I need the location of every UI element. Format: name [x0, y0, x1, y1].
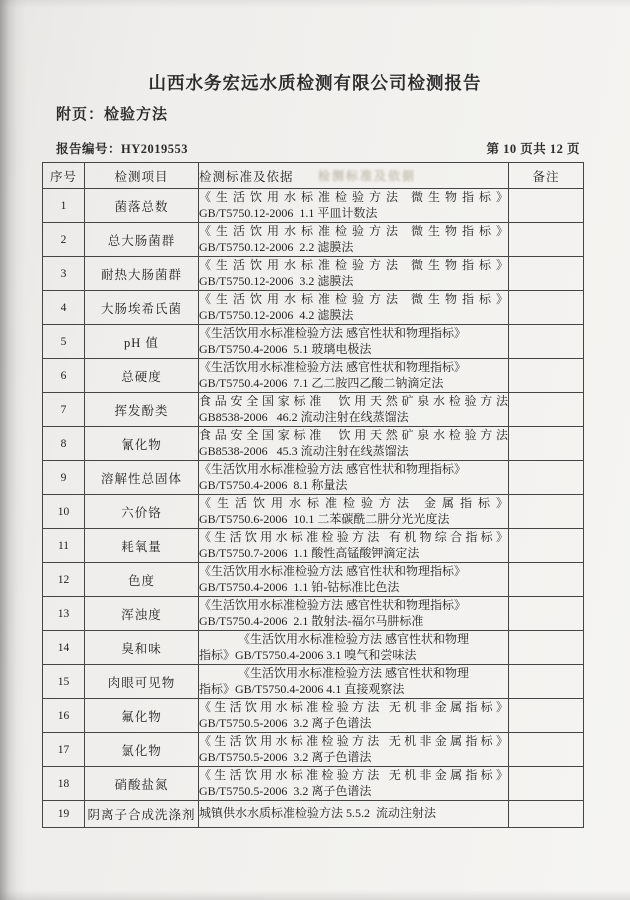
row-standard: [199, 801, 509, 828]
row-standard: [199, 359, 509, 393]
table-row: [43, 563, 584, 597]
table-row: [43, 325, 584, 359]
row-standard-line2: GB/T5750.4-2006 8.1 称量法: [199, 477, 348, 492]
table-row: [43, 631, 584, 665]
row-standard: [199, 597, 509, 631]
row-standard: [199, 393, 509, 427]
report-number-label: 报告编号：: [56, 142, 122, 156]
table-row: [43, 189, 584, 223]
table-header-row: [43, 163, 584, 189]
row-remarks: [509, 359, 584, 393]
table-row: [43, 359, 584, 393]
row-remarks: [509, 563, 584, 597]
table-row: [43, 529, 584, 563]
row-test-item: 色度: [85, 563, 199, 597]
row-standard: [199, 325, 509, 359]
row-standard-line2: GB/T5750.5-2006 3.2 离子色谱法: [199, 715, 372, 730]
header-serial-number: 序号: [43, 163, 85, 189]
row-test-item: 溶解性总固体: [85, 461, 199, 495]
row-test-item: 臭和味: [85, 631, 199, 665]
row-standard: [199, 529, 509, 563]
row-test-item: 挥发酚类: [85, 393, 199, 427]
header-test-item: 检测项目: [85, 163, 199, 189]
row-standard: [199, 665, 509, 699]
test-methods-table: [42, 162, 584, 828]
row-serial-number: 13: [43, 597, 85, 631]
row-standard: [199, 291, 509, 325]
row-remarks: [509, 461, 584, 495]
row-serial-number: 5: [43, 325, 85, 359]
row-standard: [199, 767, 509, 801]
row-remarks: [509, 189, 584, 223]
row-remarks: [509, 291, 584, 325]
row-serial-number: 14: [43, 631, 85, 665]
row-standard-line1: 《生活饮用水标准检验方法 无机非金属指标》: [199, 700, 508, 714]
table-row: [43, 665, 584, 699]
row-standard-line2: GB/T5750.4-2006 2.1 散射法-福尔马肼标准: [199, 613, 424, 628]
row-serial-number: 2: [43, 223, 85, 257]
row-standard-line1: 《生活饮用水标准检验方法 感官性状和物理指标》: [199, 360, 467, 374]
row-standard-line2: GB/T5750.5-2006 3.2 离子色谱法: [199, 783, 372, 798]
row-standard-line1: 《生活饮用水标准检验方法 金属指标》: [199, 496, 508, 510]
scan-edge-bottom: [0, 890, 630, 900]
row-standard-line1: 《生活饮用水标准检验方法 感官性状和物理: [237, 666, 469, 680]
table-row: [43, 801, 584, 828]
row-serial-number: 7: [43, 393, 85, 427]
table-row: [43, 767, 584, 801]
bleed-through-ghost-text: 检测标准及依据: [318, 169, 417, 183]
row-serial-number: 12: [43, 563, 85, 597]
row-remarks: [509, 699, 584, 733]
row-standard-line1: 食品安全国家标准 饮用天然矿泉水检验方法: [199, 428, 508, 442]
row-standard-line2: GB/T5750.6-2006 10.1 二苯碳酰二肼分光光度法: [199, 511, 450, 526]
row-remarks: [509, 733, 584, 767]
row-remarks: [509, 257, 584, 291]
report-number: [56, 139, 188, 157]
row-standard-line1: 《生活饮用水标准检验方法 微生物指标》: [199, 190, 508, 204]
row-remarks: [509, 665, 584, 699]
row-standard: [199, 699, 509, 733]
row-standard: [199, 223, 509, 257]
table-row: [43, 733, 584, 767]
row-remarks: [509, 529, 584, 563]
row-remarks: [509, 223, 584, 257]
row-serial-number: 16: [43, 699, 85, 733]
row-serial-number: 15: [43, 665, 85, 699]
row-standard-line2: GB/T5750.12-2006 2.2 滤膜法: [199, 239, 354, 254]
row-standard: [199, 631, 509, 665]
row-standard: [199, 461, 509, 495]
scan-edge-top: [0, 0, 630, 8]
page-title: 山西水务宏远水质检测有限公司检测报告: [148, 73, 482, 93]
row-serial-number: 8: [43, 427, 85, 461]
row-standard-line2: GB/T5750.12-2006 3.2 滤膜法: [199, 273, 354, 288]
row-test-item: 氰化物: [85, 427, 199, 461]
row-test-item: 阴离子合成洗涤剂: [85, 801, 199, 828]
table-row: [43, 699, 584, 733]
row-remarks: [509, 495, 584, 529]
scan-edge-left: [0, 0, 26, 900]
row-test-item: 耗氧量: [85, 529, 199, 563]
row-serial-number: 1: [43, 189, 85, 223]
row-test-item: pH 值: [85, 325, 199, 359]
row-remarks: [509, 631, 584, 665]
row-serial-number: 6: [43, 359, 85, 393]
row-test-item: 六价铬: [85, 495, 199, 529]
row-standard-line2: GB/T5750.12-2006 4.2 滤膜法: [199, 307, 354, 322]
row-standard-line2: GB/T5750.5-2006 3.2 离子色谱法: [199, 749, 372, 764]
table-body: [43, 189, 584, 828]
row-standard-line2: GB/T5750.4-2006 1.1 铂-钴标准比色法: [199, 579, 400, 594]
row-standard: [199, 257, 509, 291]
row-remarks: [509, 393, 584, 427]
row-standard-line2: GB/T5750.4-2006 7.1 乙二胺四乙酸二钠滴定法: [199, 375, 444, 390]
row-standard: [199, 733, 509, 767]
row-test-item: 氯化物: [85, 733, 199, 767]
row-standard: [199, 427, 509, 461]
row-test-item: 总大肠菌群: [85, 223, 199, 257]
table-row: [43, 223, 584, 257]
row-standard-line1: 《生活饮用水标准检验方法 感官性状和物理指标》: [199, 598, 467, 612]
row-standard-line2: GB8538-2006 46.2 流动注射在线蒸馏法: [199, 409, 409, 424]
row-remarks: [509, 767, 584, 801]
row-serial-number: 3: [43, 257, 85, 291]
row-serial-number: 10: [43, 495, 85, 529]
row-standard-line1: 《生活饮用水标准检验方法 无机非金属指标》: [199, 768, 508, 782]
table-row: [43, 291, 584, 325]
attachment-label: 附页：检验方法: [56, 106, 169, 123]
row-standard-line2: 指标》GB/T5750.4-2006 3.1 嗅气和尝味法: [199, 647, 417, 662]
row-test-item: 耐热大肠菌群: [85, 257, 199, 291]
row-standard-line1: 《生活饮用水标准检验方法 微生物指标》: [199, 224, 508, 238]
row-test-item: 氟化物: [85, 699, 199, 733]
row-test-item: 菌落总数: [85, 189, 199, 223]
row-standard: [199, 189, 509, 223]
row-standard-line1: 《生活饮用水标准检验方法 微生物指标》: [199, 258, 508, 272]
row-standard: [199, 495, 509, 529]
page-indicator: 第 10 页共 12 页: [486, 142, 580, 156]
table-header: [43, 163, 584, 189]
report-number-value: HY2019553: [121, 142, 189, 156]
row-standard-line1: 《生活饮用水标准检验方法 微生物指标》: [199, 292, 508, 306]
row-standard-line2: 指标》GB/T5750.4-2006 4.1 直接观察法: [199, 681, 405, 696]
row-standard-line1: 城镇供水水质标准检验方法 5.5.2 流动注射法: [199, 806, 437, 821]
row-standard-line1: 食品安全国家标准 饮用天然矿泉水检验方法: [199, 394, 508, 408]
row-standard-line1: 《生活饮用水标准检验方法 有机物综合指标》: [199, 530, 508, 544]
row-standard-line1: 《生活饮用水标准检验方法 感官性状和物理指标》: [199, 326, 467, 340]
row-standard-line1: 《生活饮用水标准检验方法 无机非金属指标》: [199, 734, 508, 748]
row-serial-number: 18: [43, 767, 85, 801]
table-row: [43, 427, 584, 461]
row-standard-line1: 《生活饮用水标准检验方法 感官性状和物理指标》: [199, 564, 467, 578]
table-row: [43, 495, 584, 529]
row-remarks: [509, 325, 584, 359]
table-row: [43, 597, 584, 631]
row-remarks: [509, 801, 584, 828]
row-test-item: 硝酸盐氮: [85, 767, 199, 801]
row-standard-line2: GB/T5750.12-2006 1.1 平皿计数法: [199, 205, 378, 220]
table-row: [43, 257, 584, 291]
meta-line: [56, 139, 580, 157]
row-standard: [199, 563, 509, 597]
row-serial-number: 17: [43, 733, 85, 767]
row-remarks: [509, 597, 584, 631]
row-standard-line2: GB/T5750.7-2006 1.1 酸性高锰酸钾滴定法: [199, 545, 420, 560]
row-standard-line1: 《生活饮用水标准检验方法 感官性状和物理指标》: [199, 462, 467, 476]
row-remarks: [509, 427, 584, 461]
header-standard: 检测标准及依据: [199, 163, 509, 189]
row-serial-number: 4: [43, 291, 85, 325]
row-serial-number: 19: [43, 801, 85, 828]
row-serial-number: 9: [43, 461, 85, 495]
row-standard-line2: GB/T5750.4-2006 5.1 玻璃电极法: [199, 341, 372, 356]
row-test-item: 浑浊度: [85, 597, 199, 631]
row-test-item: 肉眼可见物: [85, 665, 199, 699]
header-remarks: 备注: [509, 163, 584, 189]
table-row: [43, 393, 584, 427]
row-standard-line1: 《生活饮用水标准检验方法 感官性状和物理: [237, 632, 469, 646]
row-serial-number: 11: [43, 529, 85, 563]
row-test-item: 总硬度: [85, 359, 199, 393]
row-standard-line2: GB8538-2006 45.3 流动注射在线蒸馏法: [199, 443, 409, 458]
row-test-item: 大肠埃希氏菌: [85, 291, 199, 325]
table-row: [43, 461, 584, 495]
